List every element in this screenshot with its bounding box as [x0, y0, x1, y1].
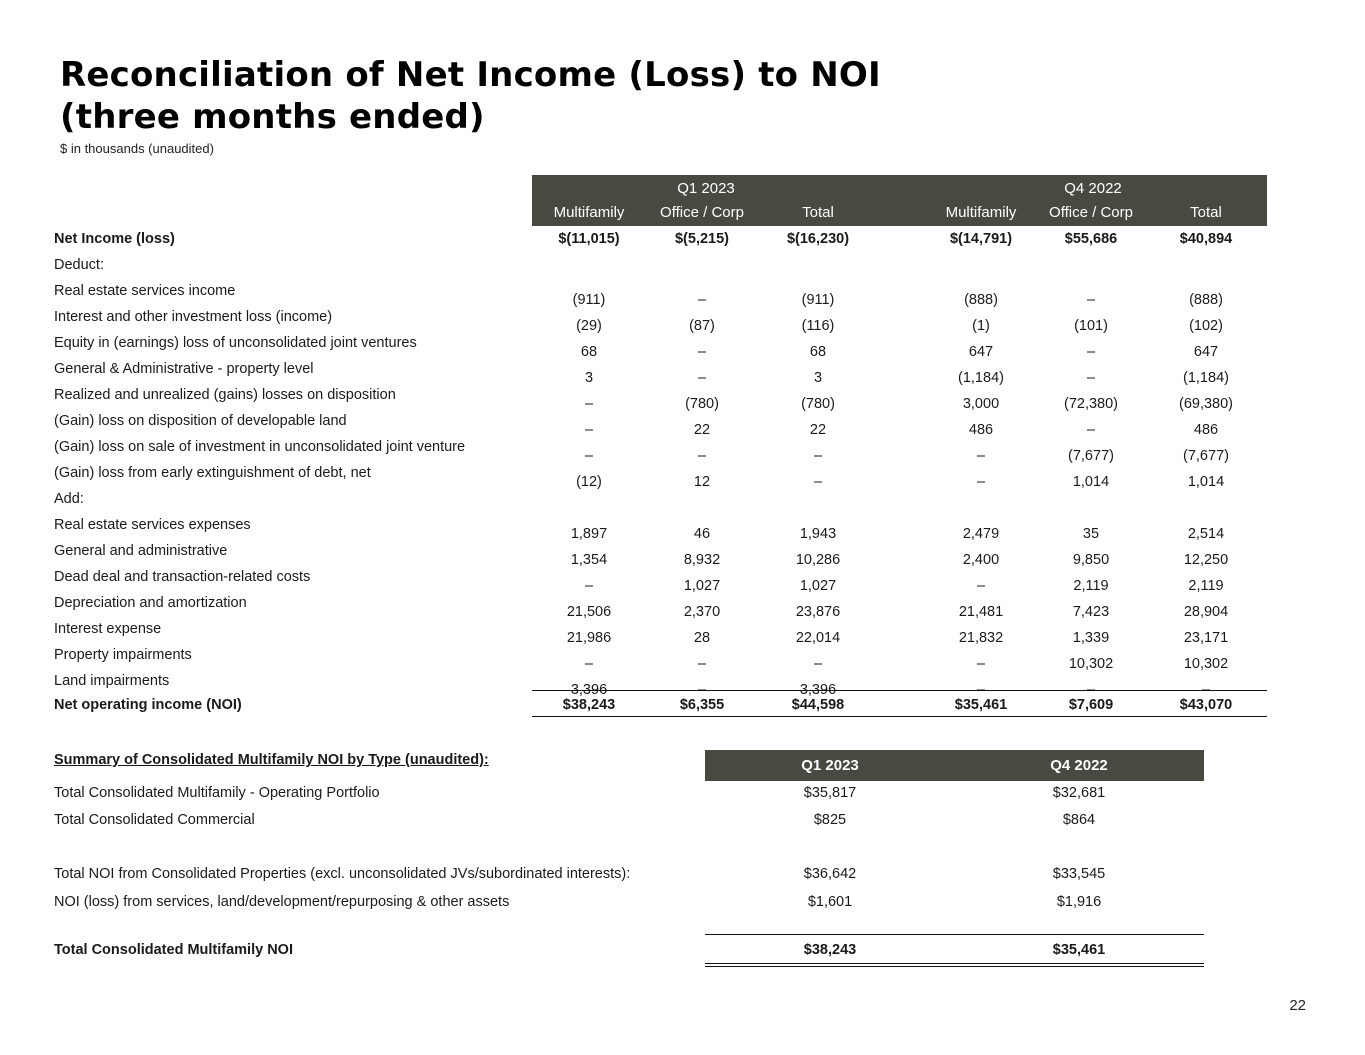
table-cell: – — [697, 370, 707, 386]
summary-cell: $864 — [1062, 812, 1096, 828]
table-cell: $40,894 — [1179, 231, 1233, 247]
table-cell: – — [813, 474, 823, 490]
table-cell: 10,286 — [795, 552, 841, 568]
table-cell: 1,897 — [570, 526, 608, 542]
column-header: Office / Corp — [660, 204, 744, 221]
table-cell: 2,370 — [683, 604, 721, 620]
table-cell: 2,119 — [1073, 578, 1109, 594]
table-cell: – — [1086, 370, 1096, 386]
table-cell: – — [584, 448, 594, 464]
row-label: General & Administrative - property level — [54, 361, 314, 377]
row-label: Interest and other investment loss (income) — [54, 309, 333, 325]
row-label: Add: — [54, 491, 84, 507]
table-cell: 68 — [809, 344, 827, 360]
table-cell: 2,514 — [1187, 526, 1225, 542]
table-cell: $38,243 — [562, 697, 616, 713]
table-cell: 1,014 — [1187, 474, 1225, 490]
summary-double-rule-bottom — [705, 966, 1204, 967]
table-cell: (888) — [964, 292, 998, 308]
table-cell: 486 — [1193, 422, 1219, 438]
row-label: Real estate services income — [54, 283, 236, 299]
table-cell: (911) — [572, 292, 606, 308]
row-label: (Gain) loss on disposition of developable land — [54, 413, 347, 429]
table-cell: $55,686 — [1064, 231, 1118, 247]
table-cell: 3 — [584, 370, 594, 386]
summary-row-label: Total NOI from Consolidated Properties (excl. unconsolidated JVs/subordinated interests): — [54, 866, 631, 882]
row-label: Property impairments — [54, 647, 192, 663]
table-cell: 486 — [968, 422, 994, 438]
subtotal-rule — [532, 690, 1267, 691]
table-cell: – — [976, 448, 986, 464]
table-cell: 1,014 — [1072, 474, 1110, 490]
table-cell: $35,461 — [954, 697, 1008, 713]
table-cell: 28 — [693, 630, 711, 646]
table-cell: 1,943 — [799, 526, 837, 542]
table-cell: 23,171 — [1183, 630, 1229, 646]
table-cell: – — [1086, 292, 1096, 308]
table-cell: 2,119 — [1188, 578, 1224, 594]
column-header: Total — [802, 204, 834, 221]
summary-title: Summary of Consolidated Multifamily NOI by Type (unaudited): — [54, 752, 489, 768]
table-cell: – — [976, 474, 986, 490]
table-cell: $7,609 — [1068, 697, 1114, 713]
table-cell: 1,027 — [799, 578, 837, 594]
table-cell: (72,380) — [1063, 396, 1118, 412]
table-cell: – — [697, 656, 707, 672]
table-cell: 1,027 — [683, 578, 721, 594]
summary-row-label: Total Consolidated Multifamily - Operating Portfolio — [54, 785, 380, 801]
table-cell: 647 — [1193, 344, 1219, 360]
row-label: Depreciation and amortization — [54, 595, 247, 611]
table-cell: 21,986 — [566, 630, 612, 646]
table-cell: (1) — [972, 318, 990, 334]
summary-cell: $36,642 — [803, 866, 857, 882]
row-label: General and administrative — [54, 543, 228, 559]
summary-header-q4-2022: Q4 2022 — [1050, 757, 1108, 774]
table-cell: 2,400 — [962, 552, 1000, 568]
table-cell: (87) — [689, 318, 715, 334]
table-cell: (12) — [576, 474, 602, 490]
table-cell: $(14,791) — [949, 231, 1013, 247]
table-cell: 3 — [813, 370, 823, 386]
table-cell: $6,355 — [679, 697, 725, 713]
table-cell: – — [813, 656, 823, 672]
table-cell: – — [584, 656, 594, 672]
summary-subtotal-rule — [705, 934, 1204, 935]
table-cell: 8,932 — [683, 552, 721, 568]
table-cell: (29) — [576, 318, 602, 334]
summary-double-rule-top — [705, 963, 1204, 964]
summary-cell: $32,681 — [1052, 785, 1106, 801]
table-cell: 28,904 — [1183, 604, 1229, 620]
column-header: Multifamily — [945, 204, 1017, 221]
table-cell: 12,250 — [1183, 552, 1229, 568]
table-cell: (780) — [685, 396, 719, 412]
summary-row-label: Total Consolidated Multifamily NOI — [54, 942, 293, 958]
table-cell: (911) — [801, 292, 835, 308]
table-cell: $(16,230) — [786, 231, 850, 247]
table-cell: 21,481 — [958, 604, 1004, 620]
table-cell: – — [813, 448, 823, 464]
summary-cell: $35,817 — [803, 785, 857, 801]
table-cell: – — [976, 656, 986, 672]
table-cell: (69,380) — [1178, 396, 1233, 412]
table-cell: 647 — [968, 344, 994, 360]
table-cell: 12 — [693, 474, 711, 490]
page-title — [60, 54, 881, 138]
table-cell: (102) — [1189, 318, 1223, 334]
table-cell: – — [1086, 422, 1096, 438]
table-cell: (101) — [1074, 318, 1108, 334]
table-cell: 46 — [693, 526, 711, 542]
table-cell: – — [976, 682, 986, 698]
table-cell: – — [584, 578, 594, 594]
row-label: (Gain) loss on sale of investment in unconsolidated joint venture — [54, 439, 466, 455]
summary-cell: $38,243 — [803, 942, 857, 958]
table-cell: 2,479 — [962, 526, 1000, 542]
units-note: $ in thousands (unaudited) — [60, 141, 214, 156]
table-cell: 10,302 — [1183, 656, 1229, 672]
table-cell: (116) — [801, 318, 835, 334]
table-cell: – — [697, 448, 707, 464]
summary-header-q1-2023: Q1 2023 — [801, 757, 859, 774]
row-label: Real estate services expenses — [54, 517, 251, 533]
summary-cell: $825 — [813, 812, 847, 828]
column-header: Office / Corp — [1049, 204, 1133, 221]
row-label: Net Income (loss) — [54, 231, 175, 247]
table-cell: 3,396 — [570, 682, 608, 698]
table-cell: (780) — [801, 396, 835, 412]
column-header: Multifamily — [553, 204, 625, 221]
summary-cell: $35,461 — [1052, 942, 1106, 958]
period-header-q4-2022: Q4 2022 — [1064, 180, 1122, 197]
summary-row-label: NOI (loss) from services, land/development/repurposing & other assets — [54, 894, 510, 910]
table-cell: 1,339 — [1072, 630, 1110, 646]
table-cell: 68 — [580, 344, 598, 360]
table-cell: $43,070 — [1179, 697, 1233, 713]
table-cell: 23,876 — [795, 604, 841, 620]
row-label: Deduct: — [54, 257, 104, 273]
title-line-2: (three months ended) — [60, 97, 485, 137]
table-cell: – — [697, 292, 707, 308]
table-cell: (1,184) — [1183, 370, 1229, 386]
table-cell: – — [697, 344, 707, 360]
table-cell: 21,506 — [566, 604, 612, 620]
table-cell: (888) — [1189, 292, 1223, 308]
table-cell: 9,850 — [1072, 552, 1110, 568]
table-cell: 10,302 — [1068, 656, 1114, 672]
table-cell: 3,396 — [799, 682, 837, 698]
summary-cell: $1,601 — [807, 894, 853, 910]
table-cell: – — [697, 682, 707, 698]
total-rule — [532, 716, 1267, 717]
row-label: Interest expense — [54, 621, 162, 637]
table-cell: – — [1201, 682, 1211, 698]
row-label: Land impairments — [54, 673, 170, 689]
row-label: Realized and unrealized (gains) losses on disposition — [54, 387, 396, 403]
summary-row-label: Total Consolidated Commercial — [54, 812, 255, 828]
table-cell: (1,184) — [958, 370, 1004, 386]
table-cell: (7,677) — [1068, 448, 1114, 464]
row-label: Equity in (earnings) loss of unconsolidated joint ventures — [54, 335, 417, 351]
table-cell: – — [584, 396, 594, 412]
summary-cell: $33,545 — [1052, 866, 1106, 882]
table-cell: 21,832 — [958, 630, 1004, 646]
row-label: Net operating income (NOI) — [54, 697, 242, 713]
table-cell: 22,014 — [795, 630, 841, 646]
period-header-q1-2023: Q1 2023 — [677, 180, 735, 197]
page-number: 22 — [1289, 997, 1306, 1014]
table-cell: $(5,215) — [674, 231, 729, 247]
row-label: Dead deal and transaction-related costs — [54, 569, 311, 585]
column-header: Total — [1190, 204, 1222, 221]
table-cell: 1,354 — [570, 552, 608, 568]
table-cell: – — [976, 578, 986, 594]
row-label: (Gain) loss from early extinguishment of debt, net — [54, 465, 371, 481]
table-cell: 3,000 — [962, 396, 1000, 412]
summary-cell: $1,916 — [1056, 894, 1102, 910]
table-cell: 7,423 — [1072, 604, 1110, 620]
table-cell: (7,677) — [1183, 448, 1229, 464]
table-cell: 22 — [693, 422, 711, 438]
table-cell: $(11,015) — [558, 231, 620, 247]
table-cell: 35 — [1082, 526, 1100, 542]
table-cell: – — [1086, 344, 1096, 360]
title-line-1: Reconciliation of Net Income (Loss) to NOI — [60, 55, 881, 95]
table-cell: $44,598 — [791, 697, 845, 713]
table-cell: – — [584, 422, 594, 438]
table-cell: – — [1086, 682, 1096, 698]
table-cell: 22 — [809, 422, 827, 438]
